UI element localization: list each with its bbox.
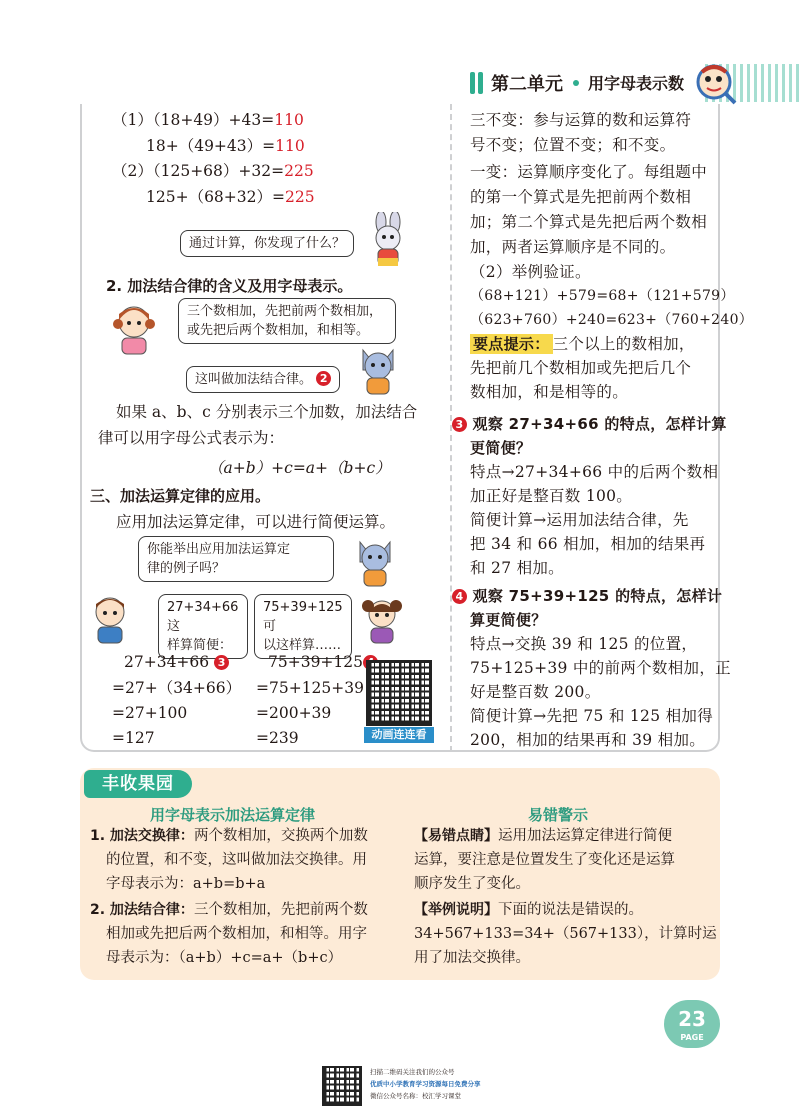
calc-line: =127	[112, 729, 155, 747]
paragraph-line: 应用加法运算定律，可以进行简便运算。	[116, 513, 396, 531]
step-number-badge: 3	[452, 417, 467, 432]
cat-character-icon	[355, 344, 401, 396]
girl-character-icon	[110, 300, 158, 356]
summary-right-heading: 易错警示	[528, 806, 589, 824]
bubble-line: 以这样算……	[263, 638, 342, 653]
tip-line: 要点提示： 三个以上的数相加，	[470, 334, 695, 354]
summary-line: 2. 加法结合律：三个数相加，先把前两个数	[90, 902, 368, 918]
bubble-line: 三个数相加，先把前两个数相加，	[187, 304, 383, 319]
page-number: 23	[678, 1007, 706, 1031]
speech-bubble	[178, 298, 396, 344]
paragraph-line: 的第一个算式是先把前两个数相	[470, 188, 692, 206]
paragraph-line: 如果 a、b、c 分别表示三个加数，加法结合	[116, 403, 418, 421]
example-equation: （68+121）+579=68+（121+579）	[470, 288, 735, 304]
footer-qr-code[interactable]	[322, 1066, 362, 1106]
footer-line: 优质中小学教育学习资源每日免费分享	[370, 1080, 481, 1088]
speech-bubble	[158, 594, 248, 659]
bubble-line: 27+34+66 这	[167, 600, 239, 634]
answer-line: 简便计算→先把 75 和 125 相加得	[470, 707, 714, 725]
answer-line: 75+125+39 中的前两个数相加，正	[470, 659, 731, 677]
paragraph-line: 三不变：参与运算的数和运算符	[470, 111, 692, 129]
bubble-line: 或先把后两个数相加，和相等。	[187, 323, 370, 338]
answer-line: 把 34 和 66 相加，相加的结果再	[470, 535, 706, 553]
tip-line: 数相加，和是相等的。	[470, 383, 629, 401]
footer-line: 微信公众号名称：校汇学习课堂	[370, 1092, 461, 1100]
footer-text	[370, 1066, 481, 1102]
question-4-title: 4 观察 75+39+125 的特点，怎样计	[452, 586, 722, 606]
qr-label: 动画连连看	[364, 727, 434, 743]
equation-2b: 125+（68+32）=225	[146, 188, 315, 206]
unit-title: 第二单元	[491, 74, 563, 95]
calc-line: =27+100	[112, 704, 188, 722]
question-4-title: 算更简便？	[470, 611, 547, 629]
section-2-title: 2. 加法结合律的含义及用字母表示。	[106, 277, 353, 295]
bubble-line: 律的例子吗？	[147, 561, 226, 576]
paragraph-line: 加，两者运算顺序是不同的。	[470, 238, 676, 256]
paragraph-line: 一变：运算顺序变化了。每组题中	[470, 163, 708, 181]
key-point-label: 要点提示：	[470, 334, 553, 354]
speech-bubble: 通过计算，你发现了什么？	[180, 230, 354, 257]
paragraph-line: 号不变；位置不变；和不变。	[470, 136, 676, 154]
answer-line: 好是整百数 200。	[470, 683, 601, 701]
example-equation: （623+760）+240=623+（760+240）	[470, 312, 754, 328]
paragraph-line: 律可以用字母公式表示为：	[98, 429, 285, 447]
bubble-line: 样算简便：	[167, 638, 233, 653]
answer-line: 和 27 相加。	[470, 559, 564, 577]
answer-line: 简便计算→运用加法结合律，先	[470, 511, 689, 529]
paragraph-line: 加；第二个算式是先把后两个数相	[470, 213, 708, 231]
header-dot	[573, 80, 579, 86]
summary-tag: 丰收果园	[84, 770, 192, 798]
summary-line: 用了加法交换律。	[414, 950, 530, 966]
summary-line: 母表示为：（a+b）+c=a+（b+c）	[106, 950, 343, 966]
calc-line: =75+125+39	[256, 679, 364, 697]
summary-line: 【易错点睛】运用加法运算定律进行简便	[414, 828, 672, 844]
summary-line: 34+567+133=34+（567+133），计算时运	[414, 926, 717, 942]
calc-line: 75+39+125	[268, 652, 378, 672]
bubble-line: 你能举出应用加法运算定	[147, 542, 291, 557]
calc-line: =27+（34+66）	[112, 679, 242, 697]
header-marker	[470, 72, 475, 94]
equation-1a: （1）（18+49）+43=110	[112, 111, 304, 129]
mascot-magnifier-icon	[694, 62, 738, 106]
calc-line: =239	[256, 729, 299, 747]
step-number-badge: 4	[452, 589, 467, 604]
calc-line: =200+39	[256, 704, 332, 722]
section-3-title: 三、加法运算定律的应用。	[90, 487, 271, 505]
step-number-badge: 3	[214, 655, 229, 670]
answer-line: 200，相加的结果再和 39 相加。	[470, 731, 706, 749]
boy-character-icon	[88, 592, 132, 644]
answer-line: 加正好是整百数 100。	[470, 487, 633, 505]
bubble-line: 75+39+125 可	[263, 600, 343, 634]
speech-bubble	[138, 536, 334, 582]
formula: （a+b）+c=a+（b+c）	[208, 459, 391, 477]
footer-line: 扫描二维码关注我们的公众号	[370, 1068, 455, 1076]
speech-bubble: 这叫做加法结合律。 2	[186, 366, 340, 393]
summary-line: 字母表示为：a+b=b+a	[106, 876, 266, 892]
tip-line: 先把前几个数相加或先把后几个	[470, 359, 692, 377]
answer-line: 特点→交换 39 和 125 的位置，	[470, 635, 698, 653]
summary-left-heading: 用字母表示加法运算定律	[150, 806, 316, 824]
calc-line: 27+34+66 3	[124, 652, 229, 672]
summary-line: 1. 加法交换律：两个数相加，交换两个加数	[90, 828, 368, 844]
summary-line: 【举例说明】下面的说法是错误的。	[414, 902, 643, 918]
header-marker	[478, 72, 483, 94]
chapter-title: 用字母表示数	[588, 74, 685, 93]
summary-line: 的位置，和不变，这叫做加法交换律。用	[106, 852, 367, 868]
qr-code[interactable]	[366, 660, 432, 726]
rabbit-character-icon	[365, 212, 411, 270]
equation-2a: （2）（125+68）+32=225	[112, 162, 314, 180]
summary-line: 相加或先把后两个数相加，和相等。用字	[106, 926, 367, 942]
answer-line: 特点→27+34+66 中的后两个数相	[470, 463, 719, 481]
girl-character-icon	[360, 592, 404, 644]
page-number-badge	[664, 1000, 720, 1048]
question-3-title: 3 观察 27+34+66 的特点，怎样计算	[452, 414, 727, 434]
cat-character-icon	[352, 536, 398, 588]
page-label: PAGE	[680, 1033, 704, 1042]
paragraph-line: （2）举例验证。	[470, 263, 591, 281]
speech-bubble	[254, 594, 352, 659]
question-3-title: 更简便？	[470, 439, 532, 457]
summary-line: 运算，要注意是位置发生了变化还是运算	[414, 852, 675, 868]
step-number-badge: 2	[316, 371, 331, 386]
summary-line: 顺序发生了变化。	[414, 876, 530, 892]
equation-1b: 18+（49+43）=110	[146, 137, 305, 155]
